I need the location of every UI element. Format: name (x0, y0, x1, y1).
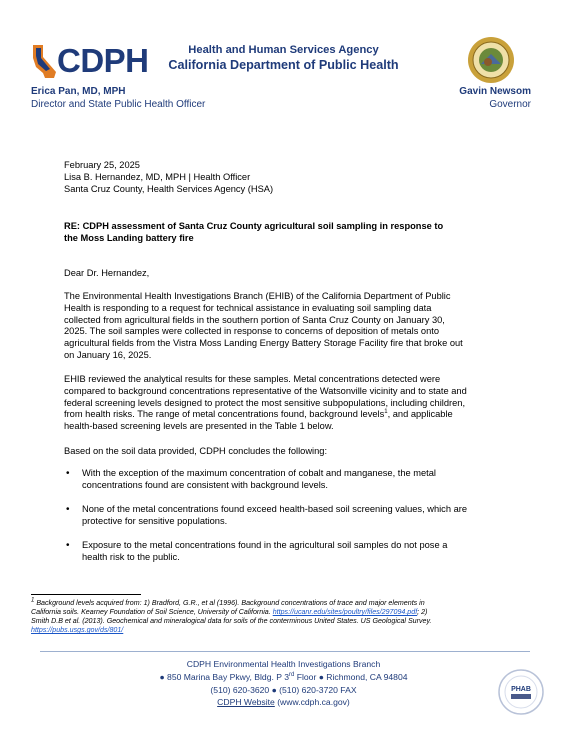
footer-website (0, 697, 567, 707)
footnote-link-ucanr[interactable]: https://ucanr.edu/sites/poultry/files/297094.pdf (272, 608, 418, 616)
paragraph-line: EHIB reviewed the analytical results for these samples. Metal concentrations detected were (64, 374, 441, 384)
footnote-text: Background levels acquired from: 1) Bradford, G.R., et al (1996). Background concentrations of trace and major elements in (34, 599, 425, 607)
subject-line-2: the Moss Landing battery fire (64, 232, 194, 243)
bullet-line: concentrations found are consistent with background levels. (82, 479, 328, 490)
bullet-line: protective for sensitive populations. (82, 515, 228, 526)
state-seal-icon (467, 36, 515, 84)
logo-text: CDPH (57, 42, 149, 79)
paragraph-line: The Environmental Health Investigations Branch (EHIB) of the California Department of Public (64, 291, 451, 301)
badge-text: PHAB (511, 686, 531, 693)
footer-address (0, 672, 567, 682)
footer-address-text: Floor ● Richmond, CA 94804 (294, 672, 408, 682)
bullet-item (82, 468, 522, 492)
footnote-text: ; 2) (417, 608, 428, 616)
footnote-divider (31, 594, 141, 595)
letter-date: February 25, 2025 (64, 160, 140, 170)
bullet-line: health risk to the public. (82, 551, 180, 562)
footnote-line (31, 608, 461, 617)
footnote-line (31, 626, 461, 635)
director-name: Erica Pan, MD, MPH (31, 86, 126, 97)
bullet-marker: • (66, 540, 70, 551)
governor-title: Governor (489, 99, 531, 110)
recipient-name: Lisa B. Hernandez, MD, MPH | Health Officer (64, 171, 251, 182)
bullet-item (82, 540, 522, 564)
paragraph-line (64, 409, 524, 421)
bullet-line: Exposure to the metal concentrations found in the agricultural soil samples do not pose a (82, 540, 448, 550)
department-name: California Department of Public Health (168, 58, 399, 72)
phab-badge-icon (497, 668, 545, 716)
footer-branch: CDPH Environmental Health Investigations Branch (186, 659, 381, 669)
salutation: Dear Dr. Hernandez, (64, 268, 150, 278)
footnote-line: Smith D.B et al. (2013). Geochemical and mineralogical data for soils of the conterminous United States. US Geological Survey. (31, 617, 432, 625)
subject-line-1: RE: CDPH assessment of Santa Cruz County agricultural soil sampling in response to (64, 221, 444, 231)
website-link[interactable]: CDPH Website (217, 697, 275, 707)
paragraph-line: health-based screening levels are presented in the Table 1 below. (64, 421, 334, 432)
paragraph-line-text: from health risks. The range of metal concentrations found, background levels (64, 409, 385, 420)
footnote-number: 1 (31, 597, 35, 604)
footer-address-text: ● 850 Marina Bay Pkwy, Bldg. P 3 (159, 672, 290, 682)
paragraph-line: Health is responding to a request for technical assistance in evaluating soil sampling data (64, 302, 432, 313)
website-url: (www.cdph.ca.gov) (274, 697, 350, 707)
director-title: Director and State Public Health Officer (31, 99, 206, 110)
bullet-line: With the exception of the maximum concentration of cobalt and manganese, the metal (82, 468, 436, 478)
paragraph-line: collected from agricultural fields in the southern portion of Santa Cruz County on January 30, (64, 314, 445, 325)
agency-name: Health and Human Services Agency (188, 44, 379, 56)
paragraph-line: compared to background concentrations representative of the Watsonville vicinity and to state and (64, 385, 467, 396)
bullet-line: None of the metal concentrations found exceed health-based soil screening values, which are (82, 504, 468, 514)
footnote-ref: 1 (384, 409, 388, 416)
footnote-link-usgs[interactable]: https://pubs.usgs.gov/ds/801/ (31, 626, 124, 634)
paragraph-line: on January 16, 2025. (64, 349, 152, 360)
footnote-line (31, 599, 461, 608)
paragraph-3: Based on the soil data provided, CDPH concludes the following: (64, 446, 328, 456)
footer-divider (40, 651, 530, 652)
paragraph-line-tail: , and applicable (387, 409, 453, 420)
paragraph-line: agricultural fields from the Vistra Moss Landing Energy Battery Storage Facility fire that broke out (64, 338, 463, 349)
footer-phones: (510) 620-3620 ● (510) 620-3720 FAX (210, 685, 357, 695)
letter-heading (64, 160, 524, 195)
recipient-org: Santa Cruz County, Health Services Agency (HSA) (64, 183, 274, 194)
subject-line (64, 221, 524, 245)
bullet-marker: • (66, 468, 70, 479)
bullet-marker: • (66, 504, 70, 515)
paragraph-line: federal screening levels designed to protect the most sensitive subpopulations, including children, (64, 397, 466, 408)
footer-address-sup: rd (289, 672, 295, 679)
footnote (31, 599, 461, 635)
bullet-item (82, 504, 522, 528)
paragraph-2 (64, 374, 524, 433)
paragraph-line: 2025. The soil samples were collected in response to concerns of deposition of metals onto (64, 326, 440, 337)
governor-name: Gavin Newsom (459, 86, 531, 97)
paragraph-1 (64, 291, 524, 362)
footnote-text: California soils. Kearney Foundation of Soil Science, University of California. (31, 608, 273, 616)
